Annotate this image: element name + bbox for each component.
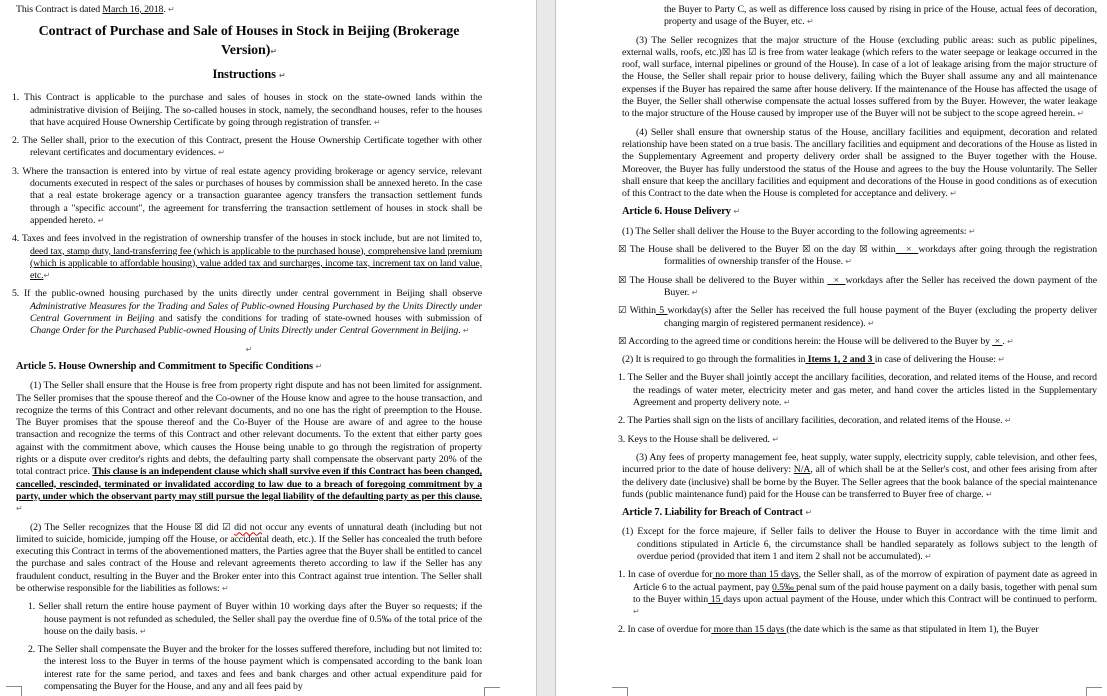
text-run: .	[458, 325, 463, 337]
instruction-item-5	[12, 288, 482, 337]
text-run: ×	[895, 244, 919, 256]
text-run: did	[202, 521, 223, 533]
paragraph-mark: ↵	[998, 355, 1005, 365]
checkbox-glyph: ☒	[859, 244, 868, 256]
text-run: (1) The Seller shall ensure that the House is free from property right dispute and has not been limited for assignment. The Seller promises that the spouse thereof and the Co-owner of the House know and agree to the house transaction, and recognize the terms of this Contract and other relevant documents, and no one has the right of preemption to the House. The Buyer promises that the spouse thereof and the Co-Buyer of the House are aware of and agree to the house transaction and recognize the terms of this Contract and other relevant documents. To the extent that either party goes against with the commitment above, which causes the House being unable to go through the registration of property rights or a dispute over creditor's rights and debts, the defaulting party shall compensate the observant party 20% of the total contract price.	[16, 380, 482, 478]
paragraph-mark: ↵	[985, 489, 993, 499]
checkbox-glyph: ☒	[721, 46, 731, 58]
text-run: workday(s) after the Seller has received the full house payment of the Buyer (excluding the property deliver changing margin of registered permanent residence).	[664, 305, 1097, 329]
paragraph-mark: ↵	[1077, 109, 1085, 119]
paragraph-mark: ↵	[221, 583, 229, 593]
text-run: 2. The Seller shall, prior to the execution of this Contract, present the House Ownership Certificate together with other relevant certificates and documentary evidences.	[12, 135, 482, 159]
checkbox-glyph: ☑	[222, 521, 231, 533]
article-5-clause-4	[622, 127, 1097, 201]
paragraph-mark: ↵	[867, 318, 875, 328]
paragraph-mark: ↵	[278, 71, 286, 81]
paragraph-mark: ↵	[805, 508, 813, 518]
text-run: (1) Except for the force majeure, if Seller fails to deliver the House to Buyer in accordance with the time limit and conditions stipulated in Article 6, the circumstance shall be handled separately as follows subject to the length of overdue period (provided that item 1 and item 2 shall not be accumulated).	[622, 526, 1097, 562]
article-5-clause-1	[16, 380, 482, 515]
text-run: 5. If the public-owned housing purchased by the units directly under central government in Beijing shall observe	[12, 288, 482, 300]
formality-item-3	[618, 434, 1097, 446]
page-2	[556, 0, 1107, 696]
paragraph-mark: ↵	[462, 326, 470, 336]
paragraph-mark: ↵	[1004, 416, 1012, 426]
text-boundary-mark	[6, 686, 22, 696]
paragraph-mark: ↵	[924, 551, 932, 561]
text-run: ×	[827, 274, 846, 286]
text-run: ×	[992, 335, 1003, 347]
article-5-clause-2	[16, 522, 482, 596]
text-run: March 16, 2018	[102, 4, 164, 15]
instruction-item-4	[12, 233, 482, 282]
text-run: 1. Seller shall return the entire house payment of Buyer within 10 working days after the Buyer so requests; if the house payment is not refunded as scheduled, the Seller shall pay the overdue fine of 0.5‰ of the total price of the house on the daily basis.	[28, 601, 482, 637]
text-run: Article 7. Liability for Breach of Contract	[622, 507, 806, 519]
liability-item-1	[28, 601, 482, 638]
paragraph-mark: ↵	[1007, 336, 1014, 346]
text-boundary-mark	[612, 687, 628, 696]
paragraph-mark: ↵	[139, 626, 147, 636]
text-boundary-mark	[484, 687, 500, 696]
text-run: This Contract is dated	[16, 4, 103, 15]
text-run: (4) Seller shall ensure that ownership status of the House, ancillary facilities and equipment, decoration and related relationship have been stated on a true basis. The ancillary facilities and equipment and decorations of the House as listed in the Supplementary Agreement and property delivery order shall be assigned to the Buyer together with the House. Moreover, the Buyer has fully understood the status of the House and agrees to the buy the House voluntarily. The Seller shall ensure that keep the ancillary facilities and equipment and decorations of the House in good conditions as of execution of this Contract to the date when the House is completed for acceptance and delivery.	[622, 126, 1097, 200]
paragraph-mark: ↵	[43, 271, 51, 281]
text-run: is free from water leakage (which refers to the water seepage or leakage occurred in the roof, wall surface, internal pipelines or ground of the House). In case of a lot of leakage arising from the major structure of the House, the Seller shall repair prior to house delivery, failing which the Buyer shall assume any and all maintenance expenses if the Buyer has repaired the same after house delivery. If the maintenance of the House has affected the usage of the Buyer, the Seller shall otherwise compensate the actual losses suffered from by the Buyer. However, the water leakage to the major structure of the House caused by improper use of the Buyer will not be subject to the scope agreed herein.	[622, 46, 1097, 120]
text-run: The House shall be delivered to the Buyer	[626, 244, 802, 256]
text-run: Within	[626, 305, 656, 317]
instructions-heading	[16, 67, 482, 83]
paragraph-mark: ↵	[315, 361, 323, 371]
text-run: 3. Keys to the House shall be delivered.	[618, 433, 773, 445]
paragraph-mark: ↵	[772, 434, 779, 444]
text-run: Instructions	[212, 67, 279, 82]
page-1	[0, 0, 536, 696]
text-run: According to the agreed time or conditions herein: the House will be delivered to the Buyer by	[626, 335, 993, 347]
checkbox-glyph: ☑	[748, 46, 757, 58]
text-run: 2. In case of overdue for	[618, 624, 712, 636]
article-6-clause-3	[622, 452, 1097, 501]
text-run: 1. In case of overdue for	[618, 569, 713, 581]
article-7-heading	[622, 507, 1097, 519]
text-run: 0.5‰	[772, 581, 797, 593]
article-6-clause-1	[622, 226, 1097, 238]
article-5-clause-3	[622, 35, 1097, 121]
text-run: and satisfy the conditions for trading of state-owned houses with submission of	[154, 313, 482, 325]
text-run: (the date which is the same as that stipulated in Item 1), the Buyer	[786, 624, 1039, 636]
checkbox-glyph: ☒	[618, 244, 627, 256]
paragraph-mark: ↵	[806, 17, 814, 27]
paragraph-mark: ↵	[373, 117, 381, 127]
text-run: no more than 15 days	[712, 569, 799, 581]
liability-item-2	[28, 644, 482, 693]
checkbox-glyph: ☒	[618, 274, 627, 286]
text-run: within	[867, 244, 896, 256]
delivery-option-4	[618, 336, 1097, 348]
text-run: in case of delivering the House:	[874, 354, 999, 366]
text-run: N/A	[793, 464, 811, 476]
text-run: deed tax, stamp duty, land-transferring fee (which is applicable to the purchased house), comprehensive land premium (which is applicable to affordable housing), value added tax and surcharges, income tax, increment tax on land value, etc.	[30, 245, 482, 282]
text-run: Article 6. House Delivery	[622, 206, 734, 218]
text-run: on the day	[810, 244, 860, 256]
text-boundary-mark	[1086, 687, 1102, 696]
article-7-clause-1	[622, 526, 1097, 563]
formality-item-2	[618, 415, 1097, 427]
text-run: .	[163, 4, 169, 15]
dated-line	[16, 4, 482, 16]
text-run: , the Seller shall, as of the morrow of expiration of payment date as agreed in Article 6 to the actual payment, pay	[633, 569, 1097, 593]
formality-item-1	[618, 372, 1097, 409]
text-run: workdays after the Seller has received the down payment of the Buyer.	[664, 274, 1097, 298]
text-run: did not	[234, 521, 263, 533]
empty-paragraph	[16, 344, 482, 356]
paragraph-mark: ↵	[270, 47, 277, 57]
overdue-item-2	[618, 624, 1097, 636]
text-run: 3. Where the transaction is entered into by virtue of real estate agency providing brokerage or agency service, relevant documents executed in respect of the sales or purchases of houses by commission shall be annexed hereto. In the case that a real estate brokerage agency or a transaction guarantee agency transfers the transaction settlement funds through a "specific account", the agreement for transferring the transaction settlement of houses in stock shall be appended hereto.	[12, 165, 482, 226]
page-gap	[536, 0, 556, 696]
text-run: 2. The Seller shall compensate the Buyer and the broker for the losses suffered therefore, including but not limited to: the interest loss to the Buyer in terms of the house payment which is compensated according to the bank loan interest rate for the same period, and taxes and fees and bank charges and other actual expenditure paid for compensating the Buyer for the House, and any and all fees paid by	[28, 644, 482, 693]
instruction-item-3	[12, 166, 482, 227]
delivery-option-1	[618, 244, 1097, 269]
text-run: (1) The Seller shall deliver the House to the Buyer according to the following agreements:	[622, 225, 969, 237]
paragraph-mark: ↵	[845, 257, 852, 267]
contract-title	[16, 22, 482, 61]
overdue-item-1	[618, 569, 1097, 618]
text-run: 1. The Seller and the Buyer shall jointly accept the ancillary facilities, decoration, and related items of the House, and record the readings of water meter, electricity meter and gas meter, and hand cover the articles listed in the Supplementary Agreement and property delivery note.	[618, 372, 1097, 409]
text-run: 5	[655, 305, 668, 317]
article-6-clause-2	[622, 354, 1097, 366]
delivery-option-2	[618, 275, 1097, 300]
text-run: Contract of Purchase and Sale of Houses in Stock in Beijing (Brokerage Version)	[38, 24, 460, 59]
text-run: days upon actual payment of the House, under which this Contract will be continued to perform.	[723, 593, 1097, 605]
paragraph-mark: ↵	[218, 148, 225, 158]
paragraph-mark: ↵	[245, 344, 253, 354]
text-run: (2) The Seller recognizes that the House	[30, 521, 195, 533]
text-run: Change Order for the Purchased Public-owned Housing of Units Directly under Central Government in Beijing	[30, 325, 459, 337]
text-run: more than 15 days	[711, 624, 787, 636]
text-run: 15	[708, 593, 724, 605]
instruction-item-1	[12, 92, 482, 129]
paragraph-mark: ↵	[633, 607, 640, 617]
checkbox-glyph: ☒	[618, 335, 627, 347]
paragraph-mark: ↵	[16, 504, 23, 514]
text-run: has	[730, 46, 749, 58]
text-run: (2) It is required to go through the formalities in	[622, 354, 806, 366]
text-run: the Buyer to Party C, as well as difference loss caused by rising in price of the House, actual fees of decoration, property and usage of the Buyer, etc.	[664, 4, 1097, 28]
text-run: This clause is an independent clause which shall survive even if this Contract has been changed, cancelled, rescinded, terminated or invalidated according to law due to a breach of foregoing commitment by a party, under which the observant party may still pursue the legal liability of the defaulting party as per this clause.	[16, 466, 482, 502]
article-5-heading	[16, 361, 482, 373]
paragraph-mark: ↵	[691, 287, 699, 297]
instruction-item-2	[12, 135, 482, 160]
text-run: Items 1, 2 and 3	[805, 354, 875, 366]
paragraph-mark: ↵	[168, 5, 175, 14]
text-run: penal sum of the paid house payment on a daily basis, together with penal sum to the Buyer within	[633, 581, 1097, 605]
text-run: (3) Any fees of property management fee, heat supply, water supply, electricity supply, cable television, and other fees, incurred prior to the date of house delivery:	[622, 451, 1097, 476]
text-run: Administrative Measures for the Trading and Sales of Public-owned Housing Purchased by the Units Directly under Central Government in Beijing	[30, 300, 482, 325]
text-run: .	[1002, 335, 1008, 347]
text-run: 4. Taxes and fees involved in the registration of ownership transfer of the houses in stock include, but are not limited to,	[12, 233, 482, 245]
article-6-heading	[622, 206, 1097, 218]
text-run: 1. This Contract is applicable to the purchase and sales of houses in stock on the state-owned lands within the administrative division of Beijing. The so-called houses in stock, namely, the secondhand houses, refer to the houses that have acquired House Ownership Certificate by going through registration of transfer.	[12, 92, 482, 128]
checkbox-glyph: ☑	[618, 305, 627, 317]
text-run: workdays after going through the registration formalities of ownership transfer of the House.	[664, 244, 1098, 268]
checkbox-glyph: ☒	[194, 521, 203, 533]
text-run: (3) The Seller recognizes that the major structure of the House (excluding public areas: such as public pipelines, external walls, roofs, etc.)	[622, 34, 1097, 58]
paragraph-mark: ↵	[783, 398, 791, 408]
paragraph-mark: ↵	[950, 189, 957, 199]
liability-item-2-continued	[664, 4, 1097, 29]
checkbox-glyph: ☒	[801, 244, 811, 256]
paragraph-mark: ↵	[733, 207, 741, 217]
paragraph-mark: ↵	[968, 226, 976, 236]
delivery-option-3	[618, 305, 1097, 330]
text-run: occur any events of unnatural death (including but not limited to suicide, homicide, jumping off the House, or accidental death, etc.). If the Seller has concealed the truth before executing this Contract in terms of the abovementioned matters, the Parties agree that the Buyer shall be entitled to cancel the purchase and sales contract of the House and relevant agreements thereto according to law if the Seller has any fraudulent conduct, resulting in the Buyer and the Broker enter into this Contract against true intention. The Seller shall be otherwise responsible for the liabilities as follows:	[16, 521, 483, 594]
paragraph-mark: ↵	[97, 215, 105, 225]
text-run: , all of which shall be at the Seller's cost, and other fees arising from after the delivery date (inclusive) shall be borne by the Buyer. The Seller agrees that the book balance of the special maintenance funds (public maintenance fund) paid for the House can be transferred to Buyer free of charge.	[622, 464, 1097, 500]
text-run: 2. The Parties shall sign on the lists of ancillary facilities, decoration, and related items of the House.	[618, 415, 1005, 427]
text-run: Article 5. House Ownership and Commitment to Specific Conditions	[16, 360, 316, 372]
text-run: The House shall be delivered to the Buyer within	[626, 274, 828, 286]
